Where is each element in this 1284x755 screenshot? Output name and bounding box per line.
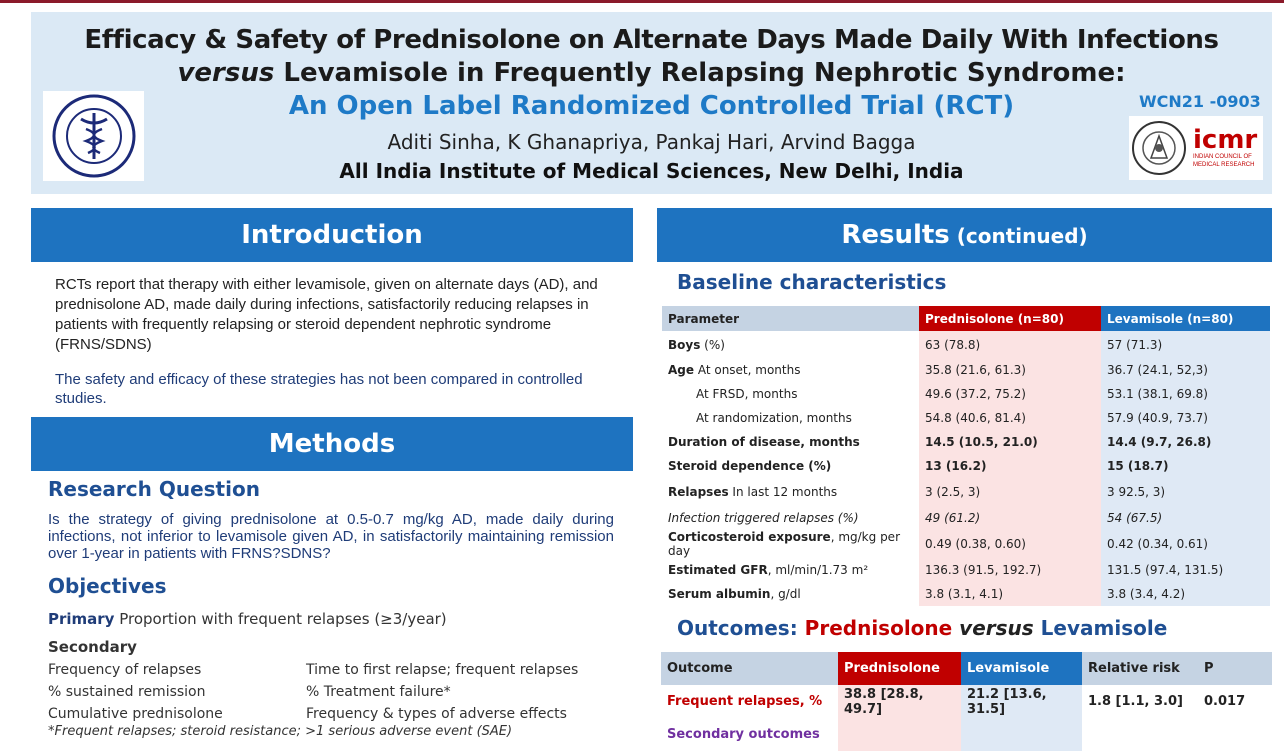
pred-cell: 35.8 (21.6, 61.3) [919, 358, 1101, 382]
secondary-row [48, 659, 628, 681]
icmr-logo [1129, 116, 1263, 180]
title-line-2-rest: Levamisole in Frequently Relapsing Nephrotic Syndrome: [274, 58, 1126, 88]
table-row [662, 478, 1270, 506]
param-cell: Age At onset, months [668, 363, 801, 377]
secondary-objectives [48, 659, 628, 725]
secondary-row [48, 681, 628, 703]
outcome-label: Frequent relapses, % [667, 694, 823, 709]
pred-cell: 136.3 (91.5, 192.7) [919, 558, 1101, 582]
param-cell: At randomization, months [696, 411, 852, 425]
p-cell [1198, 718, 1272, 751]
lev-cell: 57 (71.3) [1101, 331, 1270, 358]
secondary-item: % sustained remission [48, 684, 206, 700]
table-row [661, 685, 1272, 718]
lev-cell: 14.4 (9.7, 26.8) [1101, 430, 1270, 454]
param-cell: Estimated GFR, ml/min/1.73 m² [668, 563, 869, 577]
lev-cell: 53.1 (38.1, 69.8) [1101, 382, 1270, 406]
col-prednisolone: Prednisolone [838, 652, 961, 685]
title-line-2 [31, 57, 1272, 90]
objectives-heading: Objectives [48, 574, 167, 598]
table-row [662, 582, 1270, 606]
poster-title [31, 24, 1272, 123]
pred-cell: 3 (2.5, 3) [919, 478, 1101, 506]
col-parameter: Parameter [662, 306, 919, 331]
section-heading-results [657, 208, 1272, 262]
pred-cell: 13 (16.2) [919, 454, 1101, 478]
secondary-item: Frequency of relapses [48, 662, 202, 678]
primary-text: Proportion with frequent relapses (≥3/year) [114, 610, 447, 628]
table-row [662, 358, 1270, 382]
pred-cell: 3.8 (3.1, 4.1) [919, 582, 1101, 606]
institution: All India Institute of Medical Sciences, New Delhi, India [339, 159, 964, 183]
pred-cell: 63 (78.8) [919, 331, 1101, 358]
param-cell: Infection triggered relapses (%) [668, 511, 859, 525]
title-versus: versus [177, 58, 275, 88]
lev-cell: 21.2 [13.6, 31.5] [961, 685, 1082, 718]
table-row [662, 506, 1270, 530]
secondary-item: Cumulative prednisolone [48, 706, 223, 722]
pred-cell: 49 (61.2) [919, 506, 1101, 530]
pred-cell: 49.6 (37.2, 75.2) [919, 382, 1101, 406]
lev-cell: 0.42 (0.34, 0.61) [1101, 530, 1270, 558]
secondary-item: % Treatment failure* [306, 684, 451, 700]
param-cell: Duration of disease, months [668, 435, 860, 449]
lev-cell [961, 718, 1082, 751]
lev-cell: 57.9 (40.9, 73.7) [1101, 406, 1270, 430]
results-heading: Results [841, 220, 950, 250]
abstract-code: WCN21 -0903 [1139, 92, 1261, 111]
intro-paragraph-2: The safety and efficacy of these strategies has not been compared in controlled studies. [55, 371, 583, 407]
col-levamisole: Levamisole (n=80) [1101, 306, 1270, 331]
table-row [662, 382, 1270, 406]
outcome-label: Secondary outcomes [667, 727, 820, 742]
param-cell: Relapses In last 12 months [668, 485, 838, 499]
icmr-subtitle: INDIAN COUNCIL OF MEDICAL RESEARCH [1193, 154, 1255, 168]
lev-cell: 3.8 (3.4, 4.2) [1101, 582, 1270, 606]
lev-cell: 131.5 (97.4, 131.5) [1101, 558, 1270, 582]
primary-label: Primary [48, 610, 115, 628]
intro-paragraph-1: RCTs report that therapy with either levamisole, given on alternate days (AD), and prednisolone AD, made daily during infections, satisfactorily reducing relapses in patients with frequently relapsing or steroid dependent nephrotic syndrome (FRNS/SDNS) [55, 276, 598, 353]
secondary-item: Time to first relapse; frequent relapses [306, 662, 579, 678]
table-row [662, 558, 1270, 582]
param-cell: At FRSD, months [696, 387, 798, 401]
secondary-row [48, 703, 628, 725]
lev-cell: 36.7 (24.1, 52,3) [1101, 358, 1270, 382]
pred-cell: 14.5 (10.5, 21.0) [919, 430, 1101, 454]
objectives-footnote: *Frequent relapses; steroid resistance; >1 serious adverse event (SAE) [48, 724, 513, 739]
secondary-item: Frequency & types of adverse effects [306, 706, 567, 722]
lev-cell: 15 (18.7) [1101, 454, 1270, 478]
icmr-wordmark: icmr [1193, 125, 1258, 155]
pred-cell: 54.8 (40.6, 81.4) [919, 406, 1101, 430]
outcomes-header-row [661, 652, 1272, 685]
title-line-3: An Open Label Randomized Controlled Trial (RCT) [288, 91, 1015, 121]
poster-header [31, 12, 1272, 194]
pred-cell: 0.49 (0.38, 0.60) [919, 530, 1101, 558]
title-line-1: Efficacy & Safety of Prednisolone on Alternate Days Made Daily With Infections [84, 25, 1219, 55]
lev-cell: 54 (67.5) [1101, 506, 1270, 530]
table-row [662, 406, 1270, 430]
baseline-table [662, 306, 1270, 606]
col-levamisole: Levamisole [961, 652, 1082, 685]
lev-cell: 3 92.5, 3) [1101, 478, 1270, 506]
pred-cell: 38.8 [28.8, 49.7] [838, 685, 961, 718]
col-p-value: P [1198, 652, 1272, 685]
secondary-heading: Secondary [48, 638, 137, 656]
research-question-heading: Research Question [48, 477, 260, 501]
table-row [662, 530, 1270, 558]
results-heading-continued: (continued) [949, 224, 1088, 248]
param-cell: Serum albumin, g/dl [668, 587, 801, 601]
col-outcome: Outcome [661, 652, 838, 685]
authors: Aditi Sinha, K Ghanapriya, Pankaj Hari, Arvind Bagga [387, 130, 916, 154]
p-cell: 0.017 [1204, 694, 1246, 709]
section-heading-introduction: Introduction [31, 208, 633, 262]
rr-cell [1082, 718, 1198, 751]
col-relative-risk: Relative risk [1082, 652, 1198, 685]
baseline-header-row [662, 306, 1270, 331]
table-row [662, 430, 1270, 454]
outcomes-table [661, 652, 1272, 751]
outcomes-heading: Outcomes: Prednisolone versus Levamisole [677, 616, 1168, 640]
table-row [662, 454, 1270, 478]
col-prednisolone: Prednisolone (n=80) [919, 306, 1101, 331]
icmr-emblem-icon [1129, 118, 1189, 178]
pred-cell [838, 718, 961, 751]
table-row [661, 718, 1272, 751]
param-cell: Boys (%) [668, 337, 725, 352]
param-cell: Steroid dependence (%) [668, 459, 832, 473]
table-row [662, 331, 1270, 358]
primary-objective [48, 610, 447, 628]
rr-cell: 1.8 [1.1, 3.0] [1088, 694, 1183, 709]
param-cell: Corticosteroid exposure, mg/kg per day [668, 530, 900, 558]
research-question-text: Is the strategy of giving prednisolone at 0.5-0.7 mg/kg AD, made daily during infections, not inferior to levamisole given AD, in satisfactorily maintaining remission over 1-year in patients with FRNS?SDNS? [48, 511, 614, 562]
baseline-heading: Baseline characteristics [677, 270, 947, 294]
top-accent-line [0, 0, 1284, 3]
section-heading-methods: Methods [31, 417, 633, 471]
